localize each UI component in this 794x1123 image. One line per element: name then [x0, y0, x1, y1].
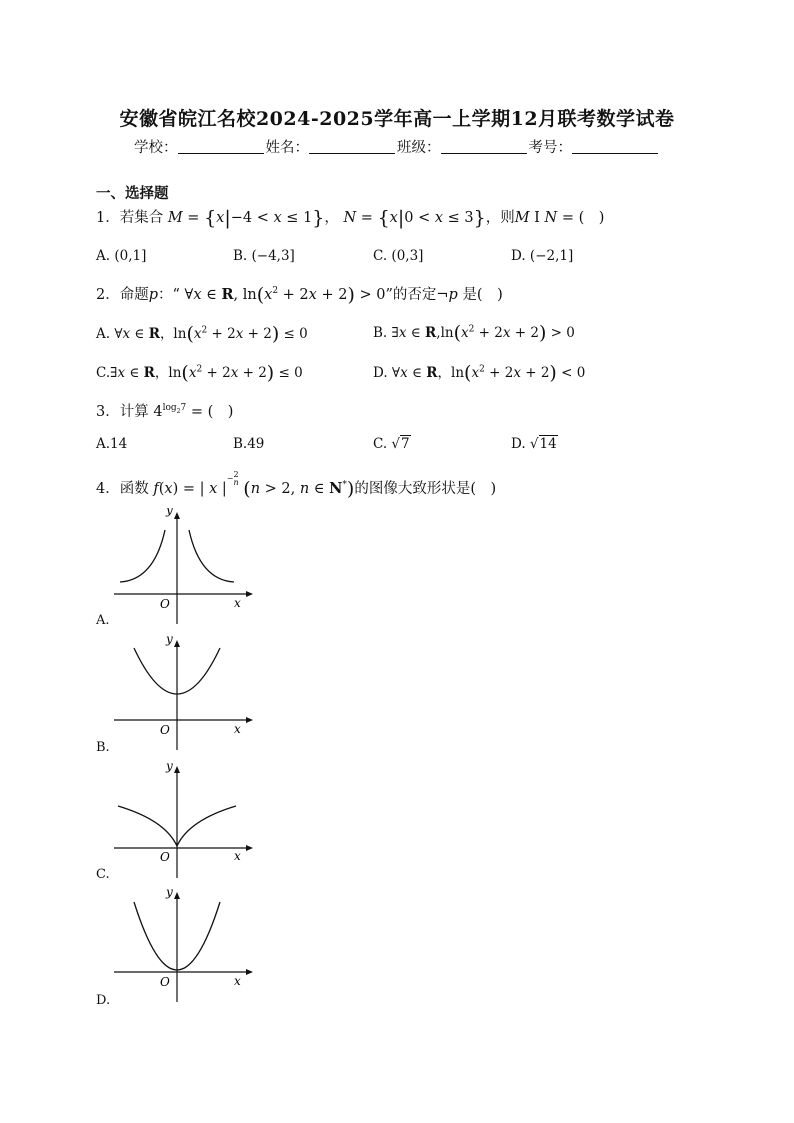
- question-2: 2．命题p：“ ∀x ∈ R, $\ln(x^2 + 2x + 2) > 0$”的否定¬p 是( ): [96, 284, 503, 306]
- student-info: [0, 136, 794, 157]
- graph-a: [110, 508, 260, 626]
- svg-text:y: y: [166, 636, 173, 646]
- svg-text:O: O: [160, 723, 170, 737]
- svg-text:O: O: [160, 975, 170, 989]
- exam-title: 安徽省皖江名校2024-2025学年高一上学期12月联考数学试卷: [119, 108, 675, 130]
- q3-option-c[interactable]: C. √7: [373, 436, 410, 452]
- svg-text:x: x: [234, 849, 241, 863]
- number-field[interactable]: [572, 139, 658, 154]
- graph-c: [110, 762, 260, 880]
- question-text: 若集合: [119, 210, 164, 226]
- q1-option-a[interactable]: A. (0,1]: [96, 248, 147, 264]
- svg-text:y: y: [166, 762, 173, 773]
- x-axis-label: x: [234, 596, 241, 610]
- question-3: 3．计算 $4^{log_27}$ = ( ): [96, 403, 234, 420]
- question-number: 4．: [96, 481, 120, 497]
- q2-option-d[interactable]: D. ∀x ∈ R，$\ln(x^2 + 2x + 2) < 0$: [373, 362, 586, 384]
- school-label: 学校：: [134, 140, 178, 156]
- q3-option-a[interactable]: A.14: [96, 436, 128, 452]
- q4-option-b[interactable]: B.: [96, 740, 110, 755]
- q4-option-a[interactable]: A.: [96, 613, 110, 628]
- class-label: 班级：: [397, 140, 441, 156]
- q1-option-d[interactable]: D. (−2,1]: [511, 248, 574, 264]
- question-4: 4．函数 f(x) = | x $|^{-2 n}$ (n > 2, n ∈ N*)的图像大致形状是( ): [96, 470, 497, 500]
- section-heading: 一、选择题: [96, 185, 169, 202]
- q3-option-b[interactable]: B.49: [233, 436, 265, 452]
- q4-option-d[interactable]: D.: [96, 993, 111, 1008]
- question-number: 3．: [96, 404, 120, 420]
- svg-text:x: x: [234, 722, 241, 736]
- y-axis-label: y: [166, 508, 173, 517]
- q4-option-c[interactable]: C.: [96, 867, 110, 882]
- svg-text:y: y: [166, 888, 173, 899]
- graph-d: [110, 888, 260, 1006]
- class-field[interactable]: [441, 139, 527, 154]
- graph-b: [110, 636, 260, 754]
- q3-option-d[interactable]: D. √14: [511, 436, 557, 452]
- q1-option-c[interactable]: C. (0,3]: [373, 248, 424, 264]
- name-label: 姓名：: [265, 140, 309, 156]
- name-field[interactable]: [309, 139, 395, 154]
- svg-text:x: x: [234, 974, 241, 988]
- q2-option-c[interactable]: C.∃x ∈ R，$\ln(x^2 + 2x + 2) \le 0$: [96, 362, 303, 384]
- number-label: 考号：: [528, 140, 572, 156]
- school-field[interactable]: [178, 139, 264, 154]
- question-1: 1．若集合 M = {x|−4 < x ≤ 1}， N = {x|0 < x ≤ 3}，则M I N = ( ): [96, 207, 605, 229]
- q2-option-b[interactable]: B. ∃x ∈ $R,\ln(x^2 + 2x + 2) > 0$: [373, 322, 575, 344]
- svg-text:O: O: [160, 850, 170, 864]
- q2-option-a[interactable]: A. ∀x ∈ R，$\ln(x^2 + 2x + 2) \le 0$: [96, 323, 308, 345]
- q1-option-b[interactable]: B. (−4,3]: [233, 248, 295, 264]
- origin-label: O: [160, 597, 170, 611]
- question-number: 1．: [96, 210, 120, 226]
- question-number: 2．: [96, 287, 120, 303]
